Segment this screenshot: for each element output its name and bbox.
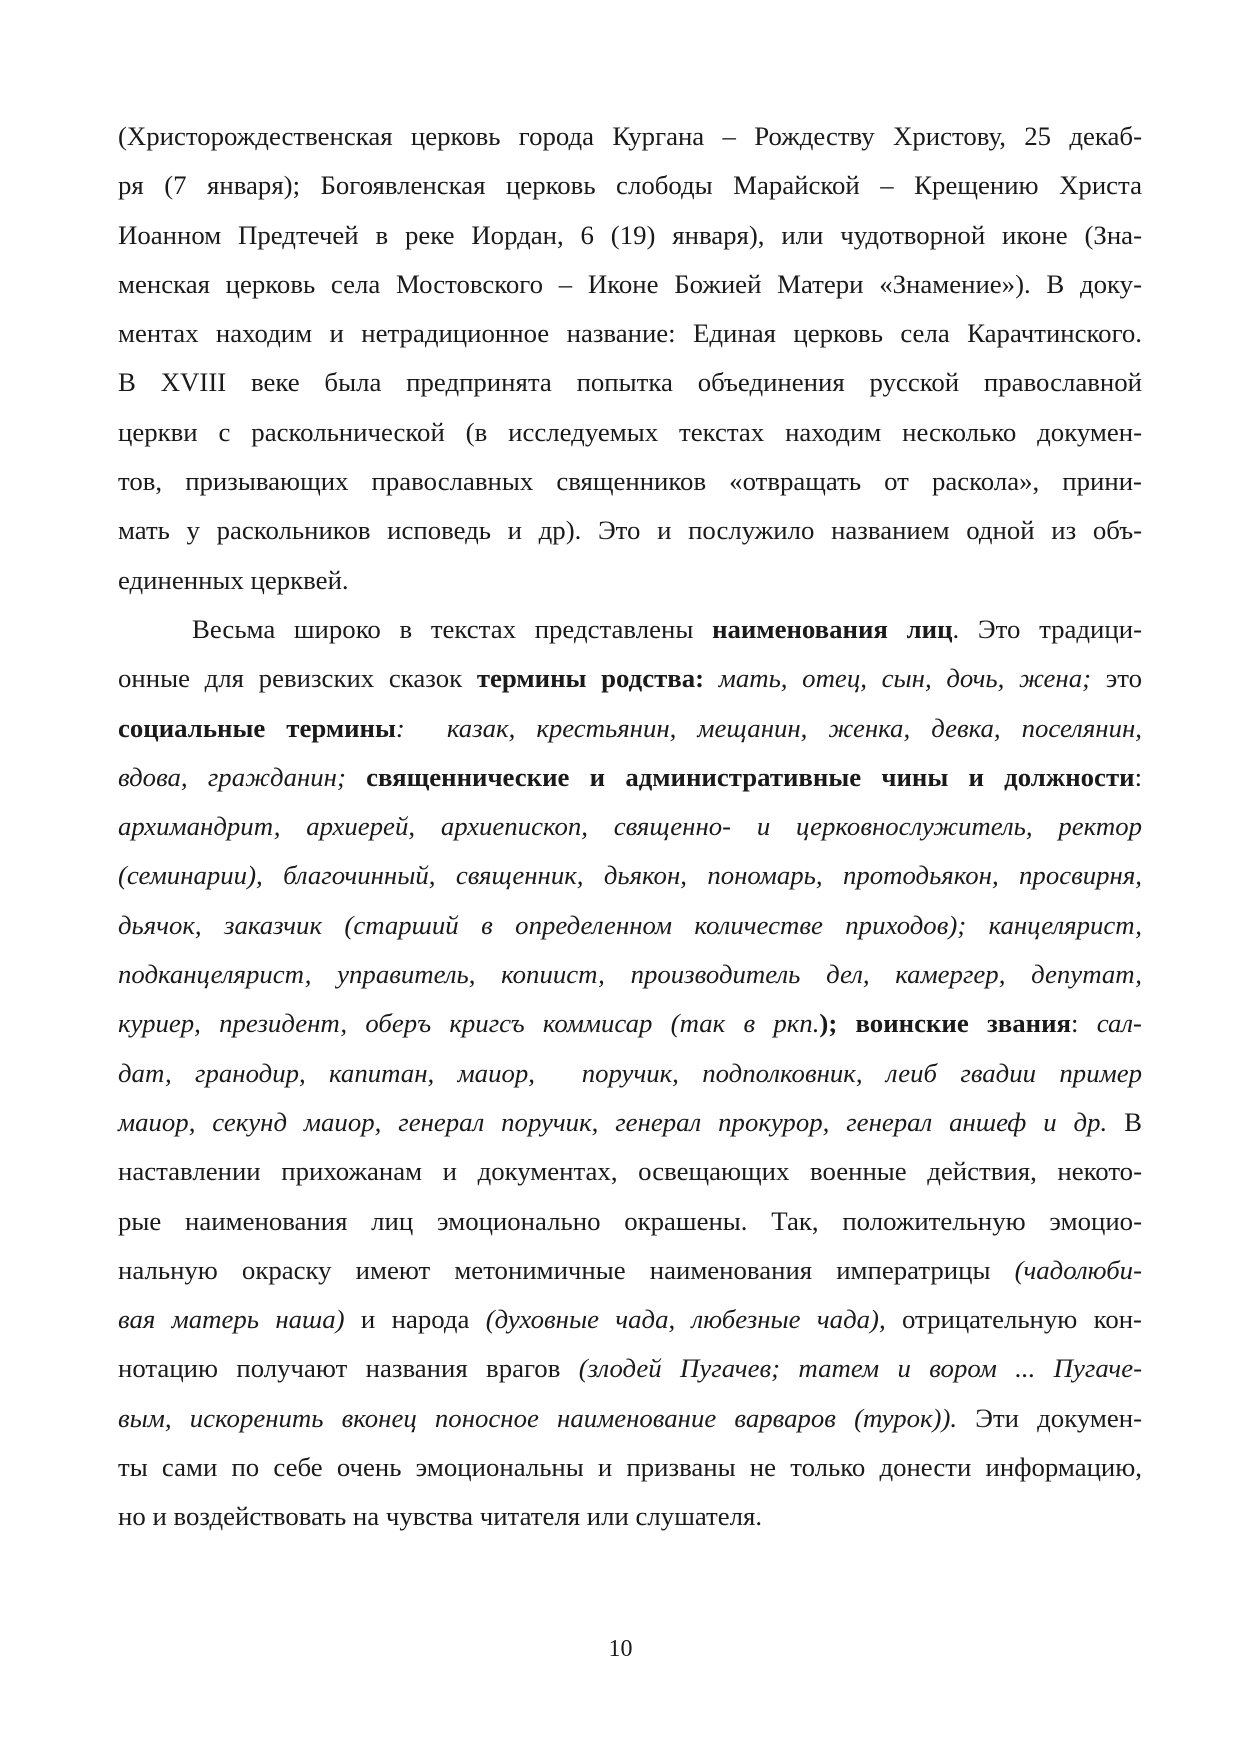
italic-example: мать, отец, сын, дочь, жена; <box>704 663 1092 694</box>
italic-example: (чадолюби- <box>1014 1254 1142 1285</box>
text-segment: церкви с раскольнической (в исследуемых текстах находим несколько докумен- <box>118 416 1142 447</box>
text-line <box>118 211 1142 260</box>
text-line <box>118 999 1142 1048</box>
body-text <box>118 112 1142 1542</box>
italic-example: дат, гранодир, капитан, маиор, поручик, подполковник, леиб гвадии пример <box>118 1057 1142 1088</box>
bold-term: социальные термины <box>118 712 396 743</box>
text-segment: наставлении прихожанам и документах, освещающих военные действия, некото- <box>118 1156 1142 1187</box>
italic-example: подканцелярист, управитель, копиист, производитель дел, камергер, депутат, <box>118 959 1142 990</box>
text-segment: ты сами по себе очень эмоциональны и призваны не только донести информацию, <box>118 1452 1142 1483</box>
text-line <box>118 506 1142 555</box>
italic-example: сал- <box>1096 1008 1142 1039</box>
text-segment: рые наименования лиц эмоционально окрашены. Так, положительную эмоцио- <box>118 1205 1142 1236</box>
text-line <box>118 1443 1142 1492</box>
text-segment: В XVIII веке была предпринята попытка объединения русской православной <box>118 367 1142 398</box>
italic-example: (злодей Пугачев; татем и вором ... Пугаче- <box>578 1353 1143 1384</box>
text-line <box>118 901 1142 950</box>
text-segment: Весьма широко в текстах представлены <box>192 613 713 644</box>
text-segment: . Это традици- <box>952 613 1142 644</box>
text-segment: : <box>1071 1008 1097 1039</box>
text-line <box>118 457 1142 506</box>
bold-term: термины родства: <box>476 663 705 694</box>
text-line <box>118 851 1142 900</box>
text-line <box>118 1049 1142 1098</box>
text-segment: нотацию получают названия врагов <box>118 1353 579 1384</box>
text-line <box>118 556 1142 605</box>
text-line <box>118 358 1142 407</box>
text-segment: мать у раскольников исповедь и др). Это и послужило названием одной из объ- <box>118 515 1142 546</box>
text-line <box>118 1295 1142 1344</box>
text-line <box>118 1492 1142 1541</box>
italic-example: вая матерь наша) <box>118 1304 345 1335</box>
text-segment: Иоанном Предтечей в реке Иордан, 6 (19) января), или чудотворной иконе (Зна- <box>118 219 1142 250</box>
text-line <box>118 753 1142 802</box>
text-segment: В <box>1107 1106 1142 1137</box>
text-line <box>118 1394 1142 1443</box>
text-line <box>118 1098 1142 1147</box>
text-line <box>118 654 1142 703</box>
text-line <box>118 1147 1142 1196</box>
text-segment: но и воздействовать на чувства читателя или слушателя. <box>118 1501 763 1532</box>
text-segment: : <box>1134 761 1143 792</box>
italic-example: (духовные чада, любезные чада), <box>485 1304 886 1335</box>
text-line <box>118 605 1142 654</box>
italic-example: вдова, гражданин; <box>118 761 346 792</box>
text-line <box>118 1246 1142 1295</box>
text-segment: ря (7 января); Богоявленская церковь слободы Марайской – Крещению Христа <box>118 170 1142 201</box>
italic-example: архимандрит, архиерей, архиепископ, священно- и церковнослужитель, ректор <box>118 811 1142 842</box>
page-number: 10 <box>608 1636 633 1662</box>
bold-term: воинские звания <box>837 1008 1072 1039</box>
bold-term: ); <box>819 1008 838 1039</box>
text-segment: и народа <box>344 1304 486 1335</box>
italic-example: маиор, секунд маиор, генерал поручик, генерал прокурор, генерал аншеф и др. <box>118 1106 1108 1137</box>
text-segment: единенных церквей. <box>118 564 349 595</box>
text-line <box>118 802 1142 851</box>
text-line <box>118 161 1142 210</box>
text-line <box>118 1197 1142 1246</box>
text-segment: менская церковь села Мостовского – Иконе Божией Матери «Знамение»). В доку- <box>118 268 1142 299</box>
bold-term: священнические и административные чины и должности <box>345 761 1135 792</box>
text-line <box>118 950 1142 999</box>
text-segment: это <box>1091 663 1142 694</box>
text-line <box>118 704 1142 753</box>
text-line <box>118 408 1142 457</box>
bold-term: наименования лиц <box>712 613 953 644</box>
text-segment: (Христорождественская церковь города Кургана – Рождеству Христову, 25 декаб- <box>118 121 1142 151</box>
text-segment: онные для ревизских сказок <box>118 663 477 694</box>
text-segment: ментах находим и нетрадиционное название: Единая церковь села Карачтинского. <box>118 318 1142 349</box>
text-segment: нальную окраску имеют метонимичные наименования императрицы <box>118 1254 1015 1285</box>
text-segment: отрицательную кон- <box>885 1304 1142 1335</box>
italic-example: (семинарии), благочинный, священник, дьякон, пономарь, протодьякон, просвирня, <box>118 860 1142 891</box>
text-line <box>118 309 1142 358</box>
italic-example: дьячок, заказчик (старший в определенном количестве приходов); канцелярист, <box>118 909 1142 940</box>
text-line <box>118 112 1142 161</box>
text-segment: Эти докумен- <box>957 1402 1142 1433</box>
italic-example: вым, искоренить вконец поносное наименование варваров (турок)). <box>118 1402 958 1433</box>
italic-example: : казак, крестьянин, мещанин, женка, девка, поселянин, <box>395 712 1142 743</box>
text-segment: тов, призывающих православных священников «отвращать от раскола», прини- <box>118 466 1142 497</box>
text-line <box>118 260 1142 309</box>
text-line <box>118 1344 1142 1393</box>
italic-example: куриер, президент, оберъ кригсъ коммисар (так в ркп. <box>118 1008 820 1039</box>
